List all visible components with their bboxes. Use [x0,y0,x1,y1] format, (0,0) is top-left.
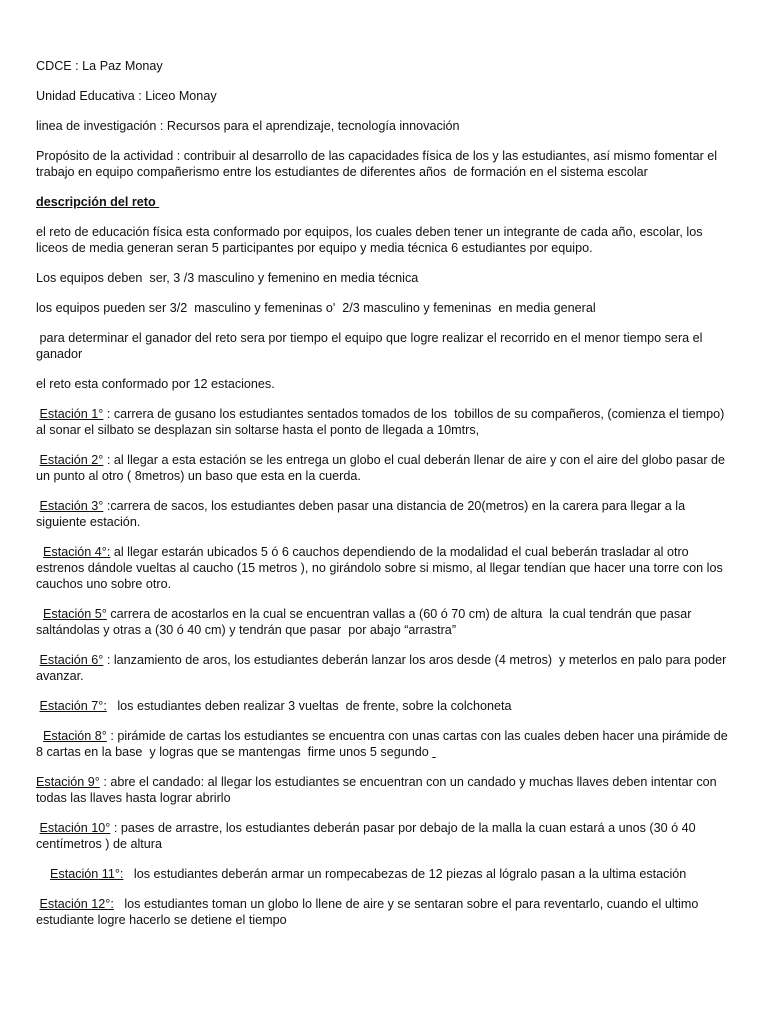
station-indent [36,867,50,881]
station-paragraph [36,728,732,760]
station-paragraph [36,820,728,852]
station-label: Estación 12°: [39,897,114,911]
station-paragraph [36,544,728,592]
station-paragraph [36,452,728,484]
intro-paragraph: para determinar el ganador del reto sera por tiempo el equipo que logre realizar el recorrido en el menor tiempo sera el ganador [36,331,706,361]
station-label: Estación 5° [43,607,107,621]
station-text: : pirámide de cartas los estudiantes se encuentra con unas cartas con las cuales deben hacer una pirámide de 8 cartas en la base y logras que se mantengas firme unos 5 segundo [36,729,732,759]
station-label: Estación 9° [36,775,100,789]
intro-paragraph: los equipos pueden ser 3/2 masculino y femeninas o' 2/3 masculino y femeninas en media general [36,301,596,315]
station-label: Estación 6° [39,653,104,667]
station-text: : abre el candado: al llegar los estudiantes se encuentran con un candado y muchas llaves deben intentar con todas las llaves hasta lograr abrirlo [36,775,721,805]
station-text: : carrera de gusano los estudiantes sentados tomados de los tobillos de su compañeros, (comienza el tiempo) al sonar el silbato se desplazan sin soltarse hasta el ponto de llegada a 10mtrs, [36,407,732,437]
cdce-line: CDCE : La Paz Monay [36,59,163,73]
station-paragraph [36,652,728,684]
intro-paragraph: el reto esta conformado por 12 estaciones. [36,377,275,391]
unidad-educativa-line: Unidad Educativa : Liceo Monay [36,89,217,103]
station-trailing-underline [432,745,436,759]
station-paragraph [36,498,728,530]
station-text: :carrera de sacos, los estudiantes deben pasar una distancia de 20(metros) en la carera para llegar a la siguiente estación. [36,499,689,529]
station-text: : al llegar a esta estación se les entrega un globo el cual deberán llenar de aire y con el aire del globo pasar de un punto al otro ( 8metros) un baso que esta en la cuerda. [36,453,729,483]
station-paragraph [36,866,728,882]
station-paragraph [36,698,728,714]
intro-paragraph: Los equipos deben ser, 3 /3 masculino y femenino en media técnica [36,271,419,285]
station-indent [36,729,43,743]
proposito-paragraph: Propósito de la actividad : contribuir al desarrollo de las capacidades física de los y las estudiantes, así mismo fomentar el trabajo en equipo compañerismo entre los estudiantes de diferentes años de formación en el sistema escolar [36,149,721,179]
station-label: Estación 8° [43,729,107,743]
intro-paragraph: el reto de educación física esta conformado por equipos, los cuales deben tener un integrante de cada año, escolar, los liceos de media generan seran 5 participantes por equipo y media técnica 6 estudiantes por equipo. [36,225,707,255]
section-heading: descripción del reto [36,195,160,209]
station-paragraph [36,606,728,638]
station-text: al llegar estarán ubicados 5 ó 6 cauchos dependiendo de la modalidad el cual beberán trasladar al otro estrenos dándole vueltas al caucho (15 metros ), no girándolo sobre si mismo, al llegar tendían que hacer una torre con los cauchos uno sobre otro. [36,545,727,591]
station-label: Estación 10° [39,821,111,835]
station-paragraph [36,896,728,928]
station-label: Estación 4°: [43,545,111,559]
station-label: Estación 3° [39,499,104,513]
station-paragraph [36,406,732,438]
station-text: los estudiantes deberán armar un rompecabezas de 12 piezas al lógralo pasan a la ultima estación [123,867,687,881]
station-label: Estación 7°: [39,699,107,713]
station-label: Estación 11°: [50,867,124,881]
station-text: los estudiantes toman un globo lo llene de aire y se sentaran sobre el para reventarlo, cuando el ultimo estudiante logre hacerlo se detiene el tiempo [36,897,702,927]
station-paragraph [36,774,728,806]
linea-investigacion-line: linea de investigación : Recursos para el aprendizaje, tecnología innovación [36,119,460,133]
station-indent [36,607,43,621]
station-label: Estación 2° [39,453,104,467]
station-text: carrera de acostarlos en la cual se encuentran vallas a (60 ó 70 cm) de altura la cual tendrán que pasar saltándolas y otras a (30 ó 40 cm) y tendrán que pasar por abajo “arrastra” [36,607,695,637]
station-text: : lanzamiento de aros, los estudiantes deberán lanzar los aros desde (4 metros) y meterlos en palo para poder avanzar. [36,653,730,683]
station-text: los estudiantes deben realizar 3 vueltas de frente, sobre la colchoneta [106,699,512,713]
station-label: Estación 1° [39,407,104,421]
station-indent [36,545,43,559]
station-text: : pases de arrastre, los estudiantes deberán pasar por debajo de la malla la cuan estará a unos (30 ó 40 centímetros ) de altura [36,821,700,851]
